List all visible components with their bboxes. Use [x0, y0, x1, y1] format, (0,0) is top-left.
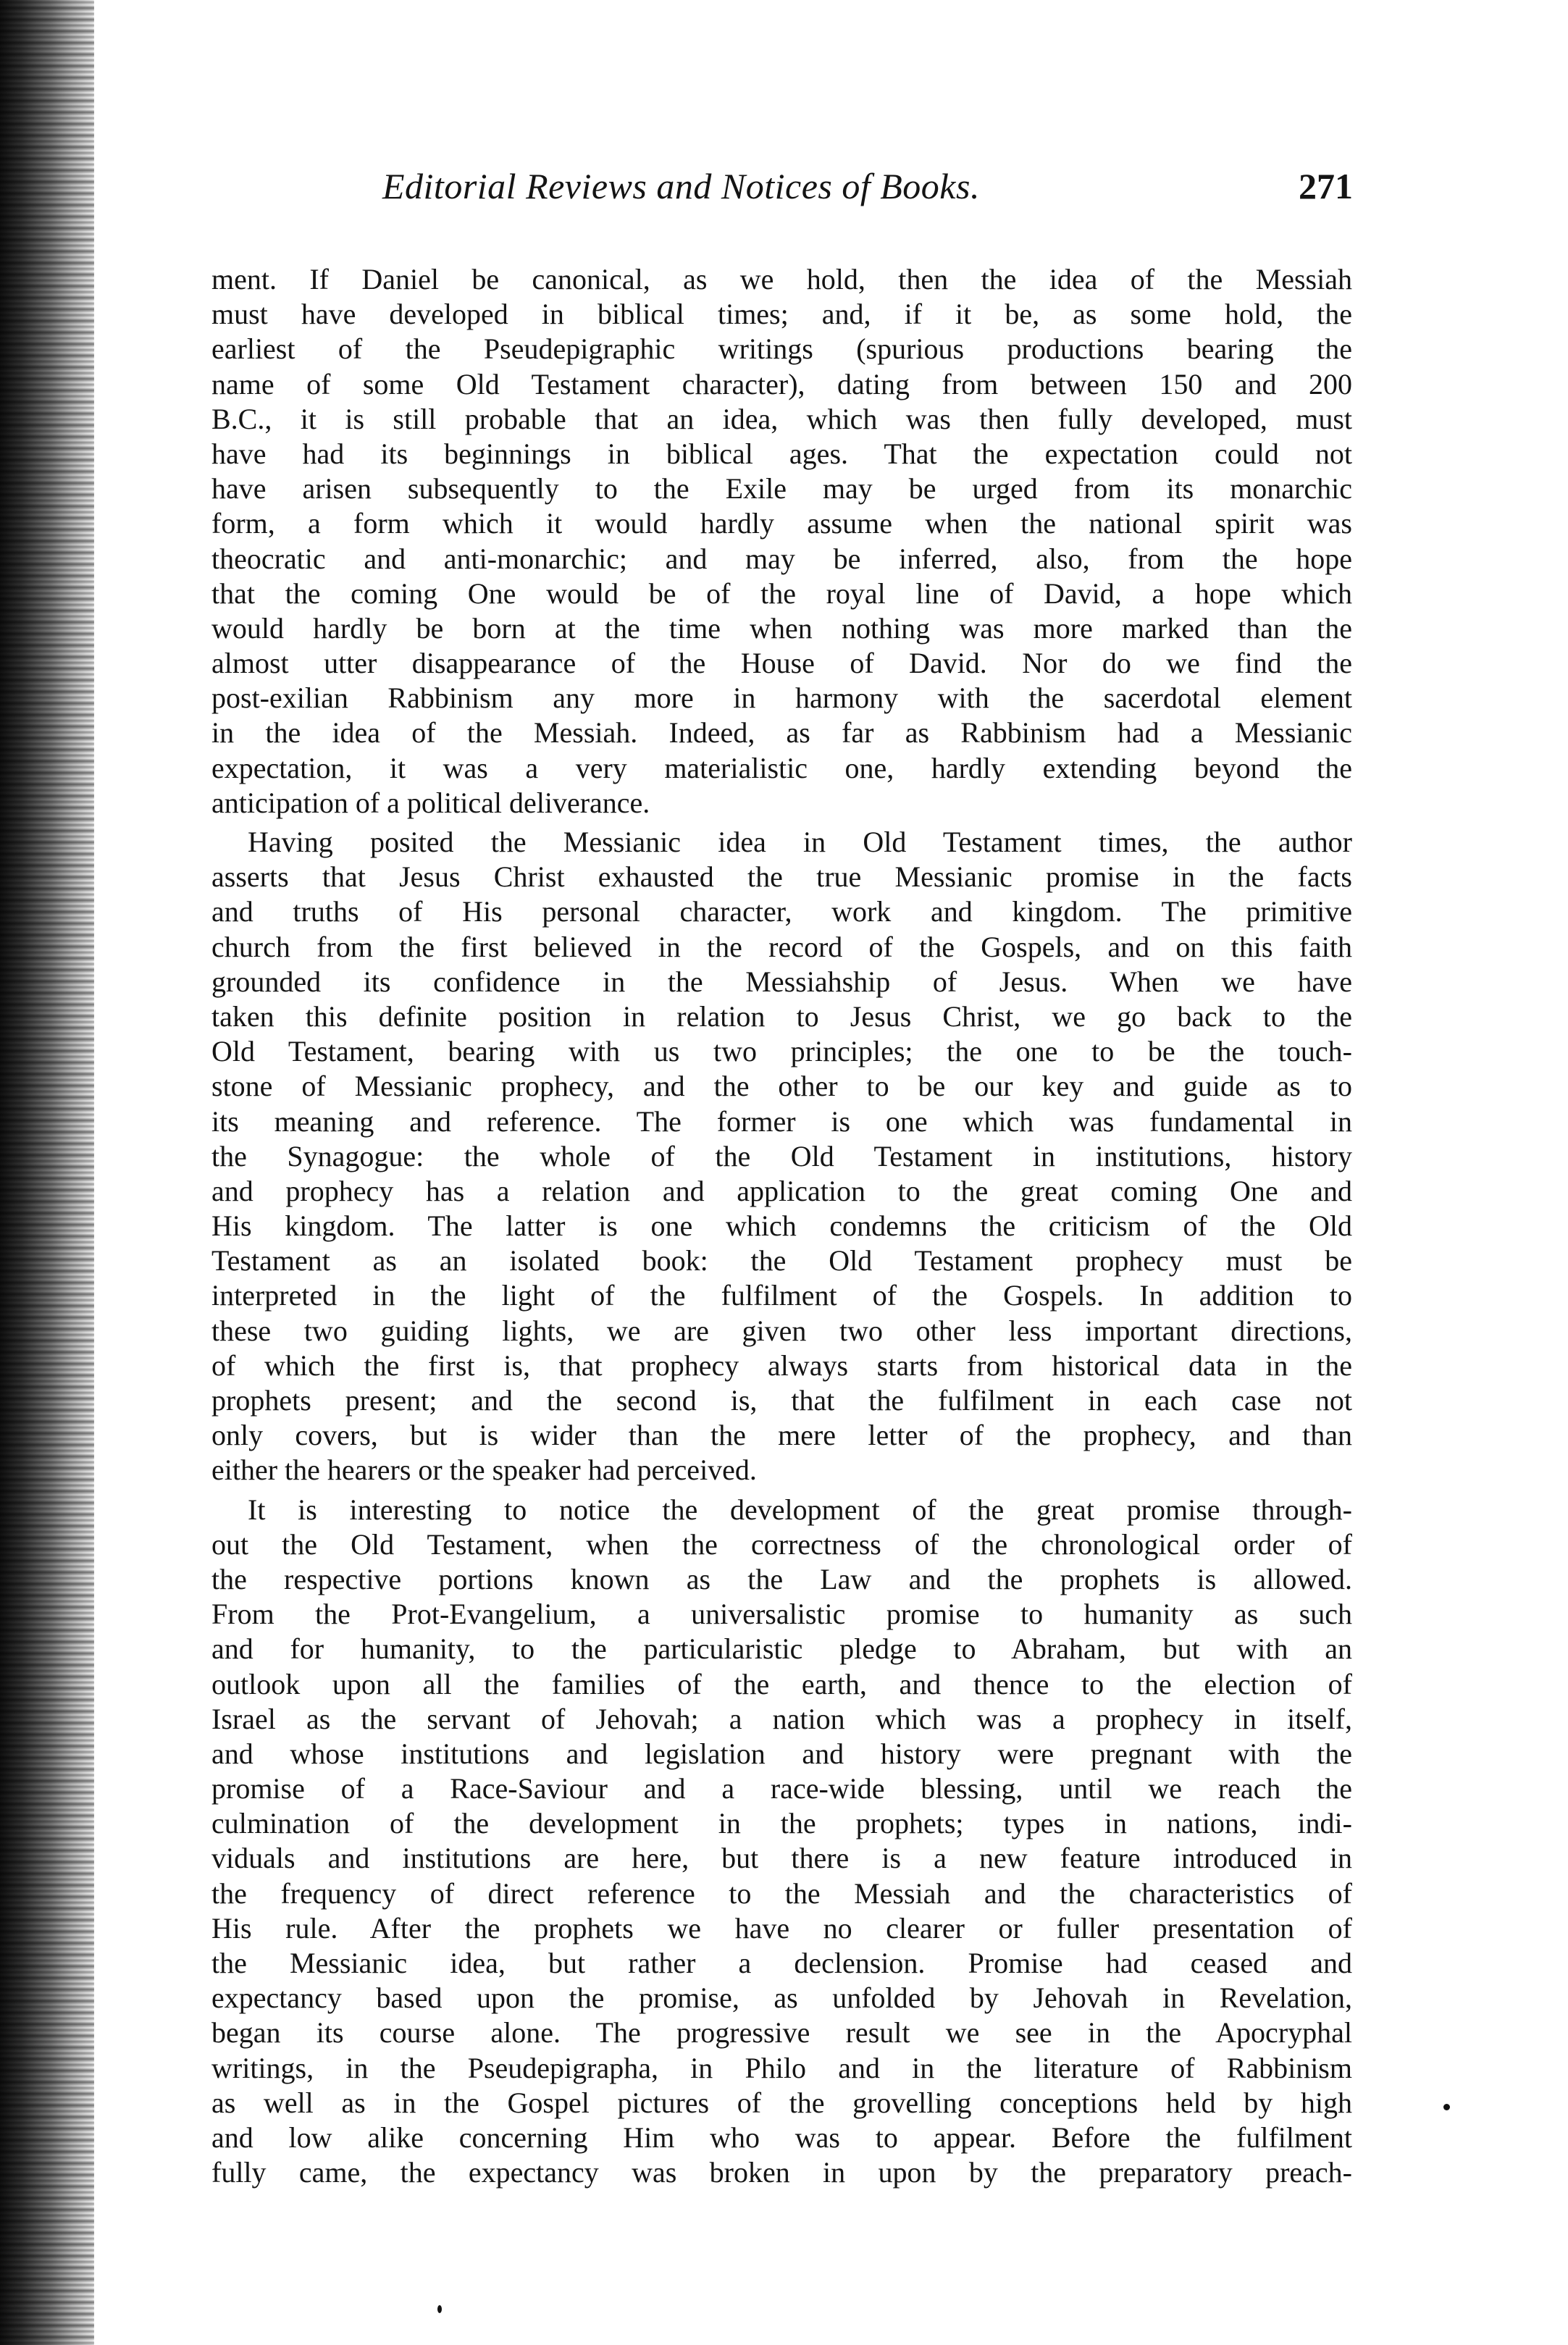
text-line: taken this definite position in relation to Jesus Christ, we go back to the — [211, 999, 1352, 1033]
text-line: and whose institutions and legislation and history were pregnant with the — [211, 1737, 1352, 1770]
text-line: B.C., it is still probable that an idea, which was then fully developed, must — [211, 402, 1352, 435]
text-line: From the Prot-Evangelium, a universalistic promise to humanity as such — [211, 1598, 1352, 1631]
ink-speck — [437, 2305, 442, 2313]
text-line: the frequency of direct reference to the Messiah and the characteristics of — [211, 1876, 1352, 1910]
text-line: theocratic and anti-monarchic; and may be inferred, also, from the hope — [211, 542, 1352, 575]
text-line: His kingdom. The latter is one which condemns the criticism of the Old — [211, 1209, 1352, 1243]
text-line: It is interesting to notice the development of the great promise through- — [248, 1493, 1352, 1526]
text-line: interpreted in the light of the fulfilment of the Gospels. In addition to — [211, 1279, 1352, 1312]
running-head: Editorial Reviews and Notices of Books. — [382, 166, 980, 206]
text-line: anticipation of a political deliverance. — [211, 786, 650, 819]
text-line: of which the first is, that prophecy always starts from historical data in the — [211, 1348, 1352, 1382]
page-number: 271 — [1299, 166, 1353, 206]
text-line: name of some Old Testament character), dating from between 150 and 200 — [211, 367, 1352, 400]
text-line: the respective portions known as the Law and the prophets is allowed. — [211, 1562, 1352, 1595]
text-line: outlook upon all the families of the earth, and thence to the election of — [211, 1667, 1352, 1700]
text-line: in the idea of the Messiah. Indeed, as far as Rabbinism had a Messianic — [211, 716, 1352, 750]
text-line: expectancy based upon the promise, as unfolded by Jehovah in Revelation, — [211, 1981, 1352, 2015]
page-header — [382, 165, 1353, 223]
text-line: prophets present; and the second is, that the fulfilment in each case not — [211, 1384, 1352, 1417]
text-line: have arisen subsequently to the Exile may be urged from its monarchic — [211, 472, 1352, 506]
paragraph — [211, 1493, 1352, 2191]
text-line: post-exilian Rabbinism any more in harmony with the sacerdotal element — [211, 681, 1352, 715]
text-line: writings, in the Pseudepigrapha, in Philo and in the literature of Rabbinism — [211, 2051, 1352, 2084]
text-line: and prophecy has a relation and application to the great coming One and — [211, 1174, 1352, 1207]
text-line: Testament as an isolated book: the Old Testament prophecy must be — [211, 1244, 1352, 1278]
text-line: ment. If Daniel be canonical, as we hold, then the idea of the Messiah — [211, 263, 1352, 295]
text-line: church from the first believed in the record of the Gospels, and on this faith — [211, 930, 1352, 963]
text-line: and truths of His personal character, work and kingdom. The primitive — [211, 895, 1352, 928]
text-line: earliest of the Pseudepigraphic writings (spurious productions bearing the — [211, 332, 1352, 366]
text-line: the Messianic idea, but rather a declension. Promise had ceased and — [211, 1947, 1352, 1979]
ink-speck — [1443, 2104, 1450, 2110]
text-line: promise of a Race-Saviour and a race-wide blessing, until we reach the — [211, 1772, 1352, 1805]
text-line: as well as in the Gospel pictures of the grovelling conceptions held by high — [211, 2086, 1352, 2119]
paragraph — [211, 262, 1352, 821]
text-line: stone of Messianic prophecy, and the other to be our key and guide as to — [211, 1070, 1352, 1103]
body-text — [211, 262, 1352, 2190]
text-line: form, a form which it would hardly assume when the national spirit was — [211, 507, 1352, 540]
paragraph — [211, 825, 1352, 1488]
text-line: have had its beginnings in biblical ages. That the expectation could not — [211, 437, 1352, 470]
text-line: asserts that Jesus Christ exhausted the true Messianic promise in the facts — [211, 860, 1352, 894]
text-line: these two guiding lights, we are given two other less important directions, — [211, 1314, 1352, 1347]
text-line: viduals and institutions are here, but there is a new feature introduced in — [211, 1842, 1352, 1875]
text-line: Old Testament, bearing with us two principles; the one to be the touch- — [211, 1035, 1352, 1068]
text-line: His rule. After the prophets we have no clearer or fuller presentation of — [211, 1911, 1352, 1945]
text-line: only covers, but is wider than the mere letter of the prophecy, and than — [211, 1419, 1352, 1452]
text-line: Having posited the Messianic idea in Old Testament times, the author — [248, 826, 1352, 858]
text-line: Israel as the servant of Jehovah; a nation which was a prophecy in itself, — [211, 1702, 1352, 1735]
text-line: almost utter disappearance of the House of David. Nor do we find the — [211, 647, 1352, 680]
text-line: must have developed in biblical times; and, if it be, as some hold, the — [211, 298, 1352, 331]
text-line: fully came, the expectancy was broken in upon by the preparatory preach- — [211, 2156, 1352, 2189]
text-line: its meaning and reference. The former is one which was fundamental in — [211, 1104, 1352, 1138]
text-line: would hardly be born at the time when nothing was more marked than the — [211, 611, 1352, 645]
text-line: expectation, it was a very materialistic one, hardly extending beyond the — [211, 751, 1352, 784]
text-line: the Synagogue: the whole of the Old Testament in institutions, history — [211, 1139, 1352, 1172]
text-line: and low alike concerning Him who was to appear. Before the fulfilment — [211, 2120, 1352, 2154]
text-line: out the Old Testament, when the correctness of the chronological order of — [211, 1527, 1352, 1561]
book-binding-edge — [0, 0, 94, 2345]
text-line: that the coming One would be of the royal line of David, a hope which — [211, 576, 1352, 610]
text-line: either the hearers or the speaker had perceived. — [211, 1453, 757, 1487]
text-line: and for humanity, to the particularistic pledge to Abraham, but with an — [211, 1632, 1352, 1666]
text-line: grounded its confidence in the Messiahship of Jesus. When we have — [211, 965, 1352, 998]
text-line: began its course alone. The progressive result we see in the Apocryphal — [211, 2016, 1352, 2050]
text-line: culmination of the development in the prophets; types in nations, indi- — [211, 1807, 1352, 1840]
